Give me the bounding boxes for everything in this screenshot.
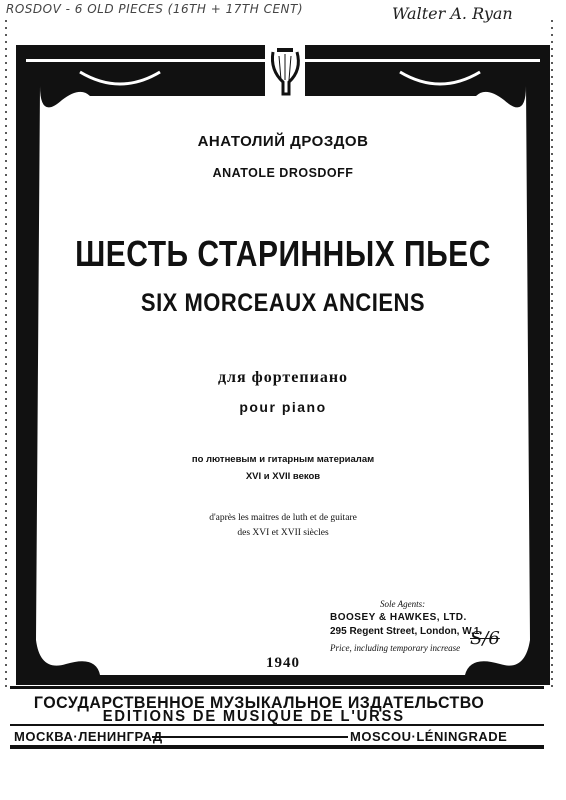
city-fr: MOSCOU·LÉNINGRADE	[350, 729, 508, 744]
handwritten-note: ROSDOV - 6 OLD PIECES (16TH + 17TH CENT)	[6, 2, 304, 16]
publisher-ru: ГОСУДАРСТВЕННОЕ МУЗЫКАЛЬНОЕ ИЗДАТЕЛЬСТВО	[33, 693, 485, 712]
source-ru-line1: по лютневым и гитарным материалам	[191, 454, 375, 465]
agents-label: Sole Agents:	[380, 599, 426, 609]
instrument-fr: pour piano	[239, 399, 327, 415]
source-ru-line2: XVI и XVII веков	[245, 471, 321, 482]
title-fr: SIX MORCEAUX ANCIENS	[140, 288, 426, 317]
agents-address: 295 Regent Street, London, W.1.	[330, 626, 483, 637]
source-fr-line2: des XVI et XVII siècles	[237, 528, 329, 538]
source-fr-line1: d'après les maitres de luth et de guitare	[209, 513, 357, 523]
instrument-ru: для фортепиано	[217, 369, 349, 386]
price-mark: S/6	[470, 628, 500, 649]
agents-company: BOOSEY & HAWKES, LTD.	[330, 612, 467, 623]
lyre-icon	[265, 44, 305, 98]
publisher-fr: EDITIONS DE MUSIQUE DE L'URSS	[102, 708, 405, 725]
title-ru: ШЕСТЬ СТАРИННЫХ ПЬЕС	[75, 234, 491, 275]
agents-price-note: Price, including temporary increase	[330, 643, 461, 653]
city-ru: МОСКВА·ЛЕНИНГРАД	[14, 729, 163, 744]
publication-year: 1940	[266, 655, 300, 671]
author-name-ru: АНАТОЛИЙ ДРОЗДОВ	[197, 133, 369, 150]
signature: Walter A. Ryan	[392, 4, 513, 23]
author-name-fr: ANATOLE DROSDOFF	[212, 166, 354, 180]
